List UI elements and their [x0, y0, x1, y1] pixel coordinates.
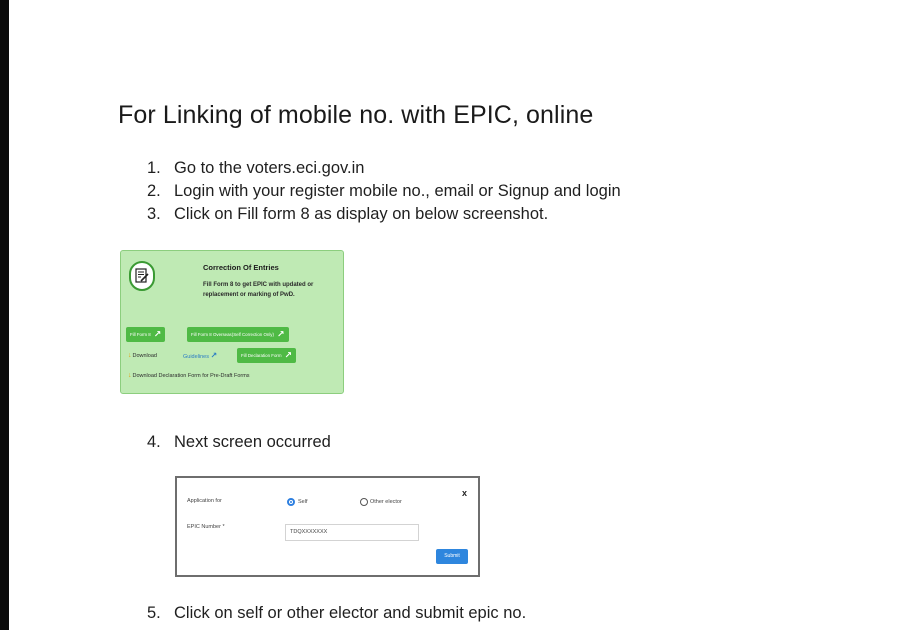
step-text: Go to the voters.eci.gov.in [174, 159, 365, 177]
step-number: 1. [147, 159, 161, 177]
download-icon: ↓ [128, 352, 132, 359]
epic-number-label: EPIC Number * [187, 524, 225, 530]
button-label: Fill Declaration Form [241, 353, 282, 358]
epic-number-input[interactable]: TDQXXXXXXX [285, 524, 419, 541]
correction-entries-card [120, 250, 344, 394]
external-arrow-icon: ↗ [153, 329, 162, 339]
step-text: Click on self or other elector and submit epic no. [174, 604, 527, 622]
step-text: Login with your register mobile no., email or Signup and login [174, 182, 621, 200]
external-arrow-icon: ↗ [276, 329, 285, 339]
card-description: Fill Form 8 to get EPIC with updated or replacement or marking of PwD. [203, 282, 314, 298]
step-number: 3. [147, 205, 161, 223]
step-number: 2. [147, 182, 161, 200]
step-text: Click on Fill form 8 as display on below screenshot. [174, 205, 549, 223]
step-3 [147, 205, 548, 224]
self-radio[interactable] [287, 498, 295, 506]
card-title: Correction Of Entries [203, 263, 279, 272]
step-number: 5. [147, 604, 161, 622]
submit-button[interactable]: Submit [436, 549, 468, 564]
step-5 [147, 604, 526, 623]
step-1 [147, 159, 364, 178]
button-label: Fill Form 8 Overseas(Self Correction Only) [191, 332, 274, 337]
left-edge-bar [0, 0, 9, 630]
download-link[interactable]: ↓Download [128, 352, 157, 359]
other-elector-label: Other elector [370, 499, 402, 505]
external-arrow-icon: ↗ [210, 351, 218, 360]
fill-form-8-overseas-button[interactable] [187, 327, 289, 342]
step-4 [147, 433, 331, 452]
form-document-icon [129, 261, 155, 291]
application-for-label: Application for [187, 498, 222, 504]
application-modal [175, 476, 480, 577]
download-icon: ↓ [128, 372, 132, 379]
guidelines-link[interactable]: Guidelines ↗ [183, 351, 218, 360]
fill-form-8-button[interactable] [126, 327, 165, 342]
page-title: For Linking of mobile no. with EPIC, online [118, 101, 594, 129]
step-text: Next screen occurred [174, 433, 331, 451]
step-number: 4. [147, 433, 161, 451]
self-option-label: Self [298, 499, 308, 505]
download-declaration-link[interactable]: ↓Download Declaration Form for Pre-Draft Forms [128, 372, 250, 379]
fill-declaration-form-button[interactable] [237, 348, 296, 363]
external-arrow-icon: ↗ [284, 350, 293, 360]
button-label: Fill Form 8 [130, 332, 151, 337]
close-icon[interactable]: x [462, 488, 468, 498]
step-2 [147, 182, 621, 201]
other-elector-radio[interactable] [360, 498, 368, 506]
